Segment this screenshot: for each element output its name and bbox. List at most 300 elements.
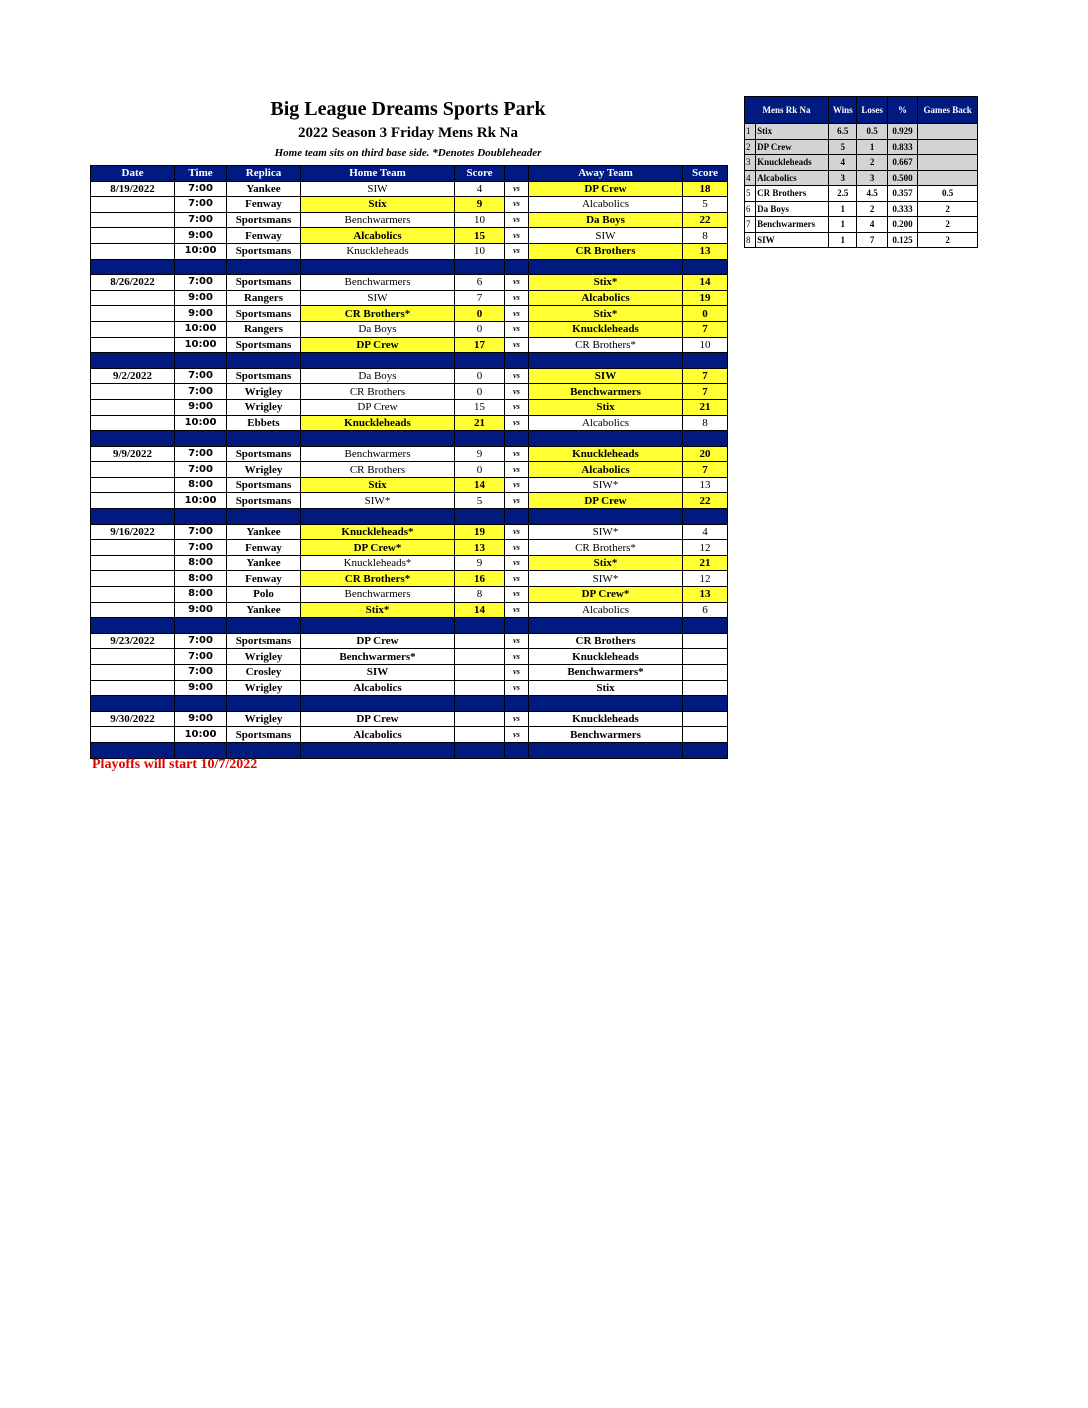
vs-cell: vs [505, 228, 529, 244]
standings-pct-cell: 0.833 [887, 139, 917, 155]
away-team-cell: SIW* [529, 477, 683, 493]
schedule-row [91, 571, 728, 587]
vs-cell: vs [505, 368, 529, 384]
schedule-row [91, 477, 728, 493]
separator-cell [529, 353, 683, 369]
away-score-cell: 13 [683, 587, 728, 603]
standings-table [744, 96, 978, 248]
separator-cell [227, 509, 301, 525]
standings-row [745, 170, 978, 186]
field-replica-cell: Sportsmans [227, 633, 301, 649]
schedule-row [91, 462, 728, 478]
away-team-cell: Stix [529, 399, 683, 415]
game-date-cell: 9/9/2022 [91, 446, 175, 462]
game-date-cell [91, 290, 175, 306]
standings-wins-cell: 1 [829, 232, 857, 248]
standings-wins-cell: 3 [829, 170, 857, 186]
standings-loses-cell: 1 [857, 139, 887, 155]
separator-cell [683, 431, 728, 447]
away-team-cell: CR Brothers [529, 633, 683, 649]
home-team-cell: Da Boys [301, 368, 455, 384]
vs-cell: vs [505, 477, 529, 493]
away-team-cell: Alcabolics [529, 197, 683, 213]
separator-cell [91, 431, 175, 447]
separator-cell [529, 696, 683, 712]
week-separator-row [91, 618, 728, 634]
separator-cell [175, 509, 227, 525]
separator-cell [455, 742, 505, 758]
field-replica-cell: Wrigley [227, 649, 301, 665]
separator-cell [175, 742, 227, 758]
separator-cell [529, 618, 683, 634]
vs-cell: vs [505, 727, 529, 743]
away-score-cell [683, 665, 728, 681]
field-replica-cell: Ebbets [227, 415, 301, 431]
standings-games-back-cell: 2 [918, 232, 978, 248]
vs-cell: vs [505, 290, 529, 306]
separator-cell [683, 742, 728, 758]
separator-cell [91, 618, 175, 634]
home-team-cell: Alcabolics [301, 727, 455, 743]
schedule-row [91, 493, 728, 509]
away-team-cell: SIW [529, 368, 683, 384]
standings-row [745, 232, 978, 248]
standings-team-cell: Knuckleheads [756, 155, 829, 171]
column-header-home-score: Score [455, 166, 505, 182]
home-score-cell: 4 [455, 181, 505, 197]
schedule-table [90, 165, 728, 759]
separator-cell [505, 618, 529, 634]
game-time-cell: 7:00 [175, 524, 227, 540]
separator-cell [227, 353, 301, 369]
home-team-cell: Knuckleheads* [301, 524, 455, 540]
separator-cell [175, 696, 227, 712]
home-score-cell [455, 665, 505, 681]
home-team-cell: SIW* [301, 493, 455, 509]
away-team-cell: DP Crew* [529, 587, 683, 603]
game-date-cell [91, 384, 175, 400]
game-time-cell: 9:00 [175, 290, 227, 306]
separator-cell [455, 431, 505, 447]
column-header-vs [505, 166, 529, 182]
vs-cell: vs [505, 243, 529, 259]
standings-games-back-cell: 2 [918, 217, 978, 233]
standings-wins-cell: 5 [829, 139, 857, 155]
standings-row [745, 186, 978, 202]
game-date-cell: 9/16/2022 [91, 524, 175, 540]
standings-wins-cell: 4 [829, 155, 857, 171]
separator-cell [227, 618, 301, 634]
field-replica-cell: Sportsmans [227, 243, 301, 259]
game-date-cell: 8/26/2022 [91, 275, 175, 291]
game-time-cell: 7:00 [175, 275, 227, 291]
separator-cell [455, 509, 505, 525]
separator-cell [505, 353, 529, 369]
vs-cell: vs [505, 462, 529, 478]
home-score-cell: 13 [455, 540, 505, 556]
away-team-cell: DP Crew [529, 181, 683, 197]
vs-cell: vs [505, 587, 529, 603]
vs-cell: vs [505, 524, 529, 540]
vs-cell: vs [505, 337, 529, 353]
field-replica-cell: Rangers [227, 290, 301, 306]
standings-games-back-cell: 0.5 [918, 186, 978, 202]
standings-rank-cell: 5 [745, 186, 756, 202]
schedule-row [91, 665, 728, 681]
standings-rank-cell: 8 [745, 232, 756, 248]
schedule-row [91, 602, 728, 618]
separator-cell [301, 742, 455, 758]
standings-rank-cell: 7 [745, 217, 756, 233]
away-team-cell: Alcabolics [529, 415, 683, 431]
separator-cell [175, 259, 227, 275]
game-date-cell: 9/23/2022 [91, 633, 175, 649]
standings-rank-cell: 2 [745, 139, 756, 155]
standings-rank-cell: 3 [745, 155, 756, 171]
page-subtitle: 2022 Season 3 Friday Mens Rk Na [297, 125, 518, 141]
game-time-cell: 7:00 [175, 368, 227, 384]
home-score-cell: 0 [455, 321, 505, 337]
away-score-cell [683, 633, 728, 649]
home-team-cell: SIW [301, 290, 455, 306]
home-score-cell [455, 727, 505, 743]
week-separator-row [91, 696, 728, 712]
game-date-cell [91, 337, 175, 353]
separator-cell [91, 353, 175, 369]
game-time-cell: 9:00 [175, 399, 227, 415]
separator-cell [683, 259, 728, 275]
separator-cell [529, 509, 683, 525]
away-team-cell: CR Brothers* [529, 540, 683, 556]
field-replica-cell: Yankee [227, 555, 301, 571]
home-team-cell: CR Brothers* [301, 306, 455, 322]
separator-cell [505, 259, 529, 275]
home-team-cell: Alcabolics [301, 680, 455, 696]
field-replica-cell: Fenway [227, 197, 301, 213]
game-time-cell: 10:00 [175, 727, 227, 743]
standings-row [745, 217, 978, 233]
away-team-cell: Knuckleheads [529, 446, 683, 462]
game-time-cell: 7:00 [175, 181, 227, 197]
separator-cell [505, 431, 529, 447]
week-separator-row [91, 259, 728, 275]
home-team-cell: CR Brothers* [301, 571, 455, 587]
vs-cell: vs [505, 197, 529, 213]
vs-cell: vs [505, 711, 529, 727]
away-score-cell: 7 [683, 321, 728, 337]
home-team-cell: Da Boys [301, 321, 455, 337]
separator-cell [301, 618, 455, 634]
standings-loses-cell: 4 [857, 217, 887, 233]
standings-games-back-cell [918, 139, 978, 155]
standings-wins-cell: 1 [829, 201, 857, 217]
standings-header-games-back: Games Back [918, 97, 978, 124]
home-team-cell: Benchwarmers* [301, 649, 455, 665]
standings-team-cell: DP Crew [756, 139, 829, 155]
game-date-cell [91, 540, 175, 556]
game-time-cell: 7:00 [175, 384, 227, 400]
game-time-cell: 10:00 [175, 243, 227, 259]
separator-cell [91, 742, 175, 758]
standings-games-back-cell [918, 155, 978, 171]
vs-cell: vs [505, 555, 529, 571]
field-replica-cell: Sportsmans [227, 275, 301, 291]
schedule-row [91, 384, 728, 400]
schedule-row [91, 181, 728, 197]
schedule-row [91, 633, 728, 649]
vs-cell: vs [505, 275, 529, 291]
game-time-cell: 9:00 [175, 680, 227, 696]
vs-cell: vs [505, 399, 529, 415]
away-score-cell: 21 [683, 399, 728, 415]
game-time-cell: 8:00 [175, 555, 227, 571]
separator-cell [505, 696, 529, 712]
home-score-cell: 8 [455, 587, 505, 603]
vs-cell: vs [505, 540, 529, 556]
field-replica-cell: Wrigley [227, 462, 301, 478]
away-score-cell: 8 [683, 228, 728, 244]
game-time-cell: 7:00 [175, 633, 227, 649]
vs-cell: vs [505, 181, 529, 197]
game-date-cell: 9/30/2022 [91, 711, 175, 727]
schedule-row [91, 649, 728, 665]
away-score-cell: 7 [683, 384, 728, 400]
away-score-cell: 7 [683, 368, 728, 384]
separator-cell [683, 696, 728, 712]
home-team-cell: Knuckleheads [301, 415, 455, 431]
week-separator-row [91, 431, 728, 447]
home-team-cell: Knuckleheads [301, 243, 455, 259]
home-score-cell: 19 [455, 524, 505, 540]
schedule-row [91, 587, 728, 603]
home-team-cell: DP Crew* [301, 540, 455, 556]
vs-cell: vs [505, 306, 529, 322]
vs-cell: vs [505, 571, 529, 587]
away-team-cell: CR Brothers [529, 243, 683, 259]
separator-cell [455, 353, 505, 369]
column-header-time: Time [175, 166, 227, 182]
standings-pct-cell: 0.125 [887, 232, 917, 248]
schedule-row [91, 290, 728, 306]
away-score-cell: 20 [683, 446, 728, 462]
schedule-row [91, 555, 728, 571]
game-date-cell [91, 555, 175, 571]
column-header-replica: Replica [227, 166, 301, 182]
vs-cell: vs [505, 384, 529, 400]
schedule-row [91, 197, 728, 213]
home-team-cell: Knuckleheads* [301, 555, 455, 571]
vs-cell: vs [505, 602, 529, 618]
home-team-cell: DP Crew [301, 633, 455, 649]
field-replica-cell: Sportsmans [227, 477, 301, 493]
away-team-cell: SIW* [529, 571, 683, 587]
game-date-cell [91, 321, 175, 337]
home-score-cell: 16 [455, 571, 505, 587]
away-score-cell: 14 [683, 275, 728, 291]
separator-cell [227, 696, 301, 712]
standings-row [745, 155, 978, 171]
separator-cell [301, 353, 455, 369]
game-date-cell [91, 306, 175, 322]
separator-cell [175, 618, 227, 634]
standings-loses-cell: 4.5 [857, 186, 887, 202]
home-score-cell: 0 [455, 462, 505, 478]
game-time-cell: 7:00 [175, 446, 227, 462]
home-team-cell: Stix [301, 197, 455, 213]
field-replica-cell: Yankee [227, 524, 301, 540]
column-header-away-team: Away Team [529, 166, 683, 182]
home-score-cell: 21 [455, 415, 505, 431]
standings-header-wins: Wins [829, 97, 857, 124]
vs-cell: vs [505, 446, 529, 462]
away-score-cell: 13 [683, 243, 728, 259]
schedule-row [91, 337, 728, 353]
game-date-cell [91, 665, 175, 681]
home-score-cell: 0 [455, 306, 505, 322]
field-replica-cell: Sportsmans [227, 306, 301, 322]
standings-games-back-cell [918, 124, 978, 140]
field-replica-cell: Wrigley [227, 399, 301, 415]
standings-header-loses: Loses [857, 97, 887, 124]
game-date-cell [91, 493, 175, 509]
standings-loses-cell: 2 [857, 201, 887, 217]
away-team-cell: Benchwarmers [529, 727, 683, 743]
game-time-cell: 9:00 [175, 306, 227, 322]
separator-cell [505, 742, 529, 758]
home-team-cell: SIW [301, 181, 455, 197]
game-date-cell [91, 243, 175, 259]
vs-cell: vs [505, 649, 529, 665]
home-score-cell: 0 [455, 384, 505, 400]
vs-cell: vs [505, 321, 529, 337]
standings-header-pct: % [887, 97, 917, 124]
standings-loses-cell: 7 [857, 232, 887, 248]
away-score-cell: 22 [683, 493, 728, 509]
page-title: Big League Dreams Sports Park [270, 98, 546, 120]
game-time-cell: 7:00 [175, 462, 227, 478]
standings-header-row [745, 97, 978, 124]
away-team-cell: Stix [529, 680, 683, 696]
home-team-cell: Benchwarmers [301, 587, 455, 603]
away-score-cell: 4 [683, 524, 728, 540]
vs-cell: vs [505, 665, 529, 681]
away-score-cell [683, 727, 728, 743]
standings-team-cell: Da Boys [756, 201, 829, 217]
field-replica-cell: Wrigley [227, 680, 301, 696]
standings-pct-cell: 0.357 [887, 186, 917, 202]
game-date-cell [91, 649, 175, 665]
standings-pct-cell: 0.333 [887, 201, 917, 217]
separator-cell [505, 509, 529, 525]
standings-rank-cell: 1 [745, 124, 756, 140]
separator-cell [91, 696, 175, 712]
away-score-cell: 7 [683, 462, 728, 478]
home-score-cell: 5 [455, 493, 505, 509]
home-score-cell: 17 [455, 337, 505, 353]
away-score-cell: 8 [683, 415, 728, 431]
away-score-cell: 6 [683, 602, 728, 618]
separator-cell [301, 696, 455, 712]
standings-rank-cell: 6 [745, 201, 756, 217]
away-score-cell: 18 [683, 181, 728, 197]
doubleheader-note: Home team sits on third base side. *Denotes Doubleheader [274, 147, 542, 159]
home-team-cell: Benchwarmers [301, 212, 455, 228]
home-team-cell: Benchwarmers [301, 275, 455, 291]
away-score-cell: 22 [683, 212, 728, 228]
game-time-cell: 7:00 [175, 197, 227, 213]
standings-team-cell: CR Brothers [756, 186, 829, 202]
schedule-row [91, 368, 728, 384]
standings-pct-cell: 0.929 [887, 124, 917, 140]
field-replica-cell: Fenway [227, 540, 301, 556]
standings-team-cell: Alcabolics [756, 170, 829, 186]
away-team-cell: Benchwarmers* [529, 665, 683, 681]
game-date-cell [91, 415, 175, 431]
field-replica-cell: Wrigley [227, 711, 301, 727]
standings-team-cell: Stix [756, 124, 829, 140]
home-score-cell: 9 [455, 197, 505, 213]
away-team-cell: SIW* [529, 524, 683, 540]
separator-cell [683, 353, 728, 369]
game-time-cell: 9:00 [175, 602, 227, 618]
home-score-cell: 15 [455, 399, 505, 415]
away-team-cell: CR Brothers* [529, 337, 683, 353]
week-separator-row [91, 353, 728, 369]
away-team-cell: SIW [529, 228, 683, 244]
home-score-cell: 7 [455, 290, 505, 306]
playoffs-notice: Playoffs will start 10/7/2022 [92, 757, 258, 772]
away-score-cell: 12 [683, 540, 728, 556]
standings-row [745, 124, 978, 140]
field-replica-cell: Yankee [227, 602, 301, 618]
away-score-cell [683, 680, 728, 696]
home-score-cell [455, 680, 505, 696]
schedule-row [91, 321, 728, 337]
game-time-cell: 7:00 [175, 649, 227, 665]
game-date-cell [91, 212, 175, 228]
separator-cell [455, 696, 505, 712]
game-time-cell: 8:00 [175, 587, 227, 603]
game-date-cell [91, 680, 175, 696]
game-date-cell [91, 727, 175, 743]
standings-row [745, 139, 978, 155]
game-time-cell: 9:00 [175, 711, 227, 727]
column-header-home-team: Home Team [301, 166, 455, 182]
separator-cell [227, 259, 301, 275]
separator-cell [301, 509, 455, 525]
game-date-cell: 8/19/2022 [91, 181, 175, 197]
home-score-cell: 0 [455, 368, 505, 384]
schedule-row [91, 446, 728, 462]
away-score-cell: 13 [683, 477, 728, 493]
field-replica-cell: Sportsmans [227, 493, 301, 509]
standings-games-back-cell [918, 170, 978, 186]
home-score-cell: 14 [455, 477, 505, 493]
standings-loses-cell: 3 [857, 170, 887, 186]
away-score-cell [683, 711, 728, 727]
schedule-row [91, 228, 728, 244]
schedule-row [91, 680, 728, 696]
away-score-cell: 0 [683, 306, 728, 322]
home-score-cell: 15 [455, 228, 505, 244]
separator-cell [529, 259, 683, 275]
game-time-cell: 7:00 [175, 540, 227, 556]
home-score-cell [455, 649, 505, 665]
home-score-cell: 10 [455, 212, 505, 228]
vs-cell: vs [505, 633, 529, 649]
game-time-cell: 8:00 [175, 571, 227, 587]
vs-cell: vs [505, 212, 529, 228]
